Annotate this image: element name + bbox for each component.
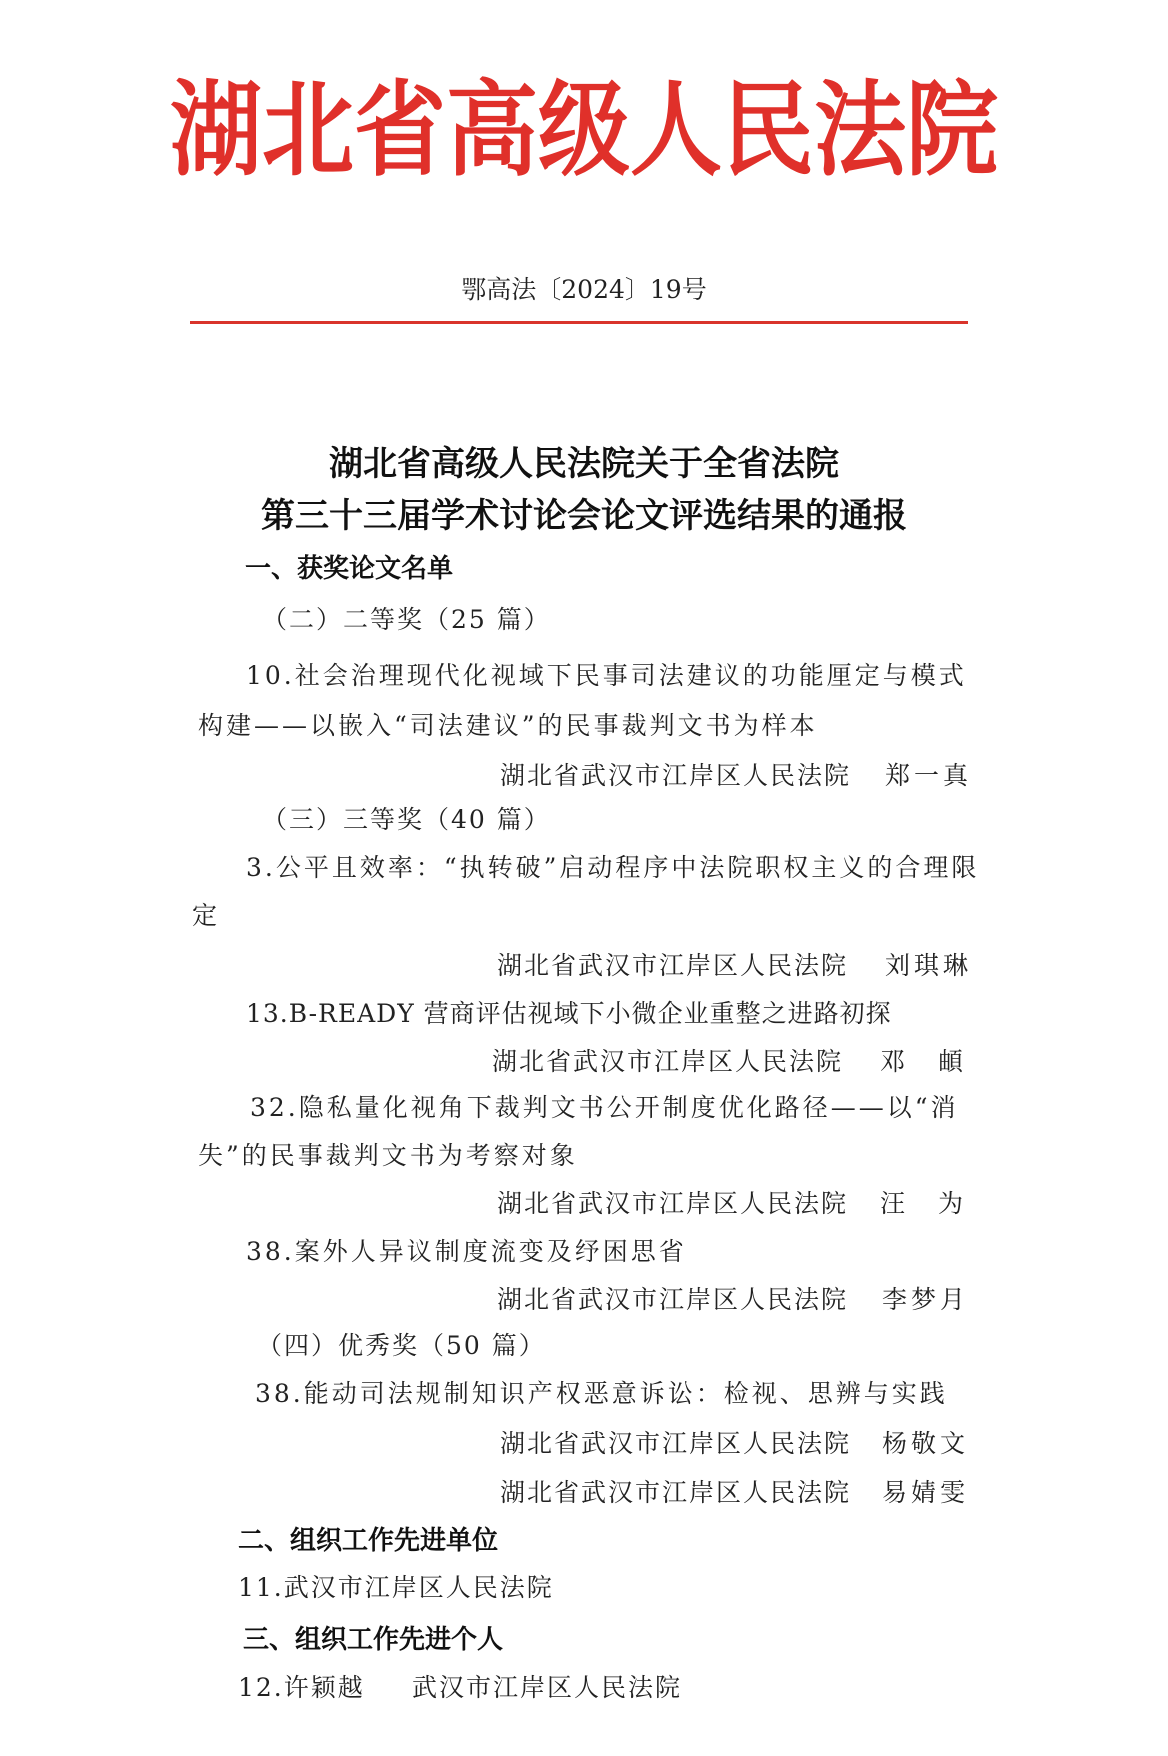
document-number: 鄂高法〔2024〕19号	[461, 275, 707, 304]
paper-title-line: 32.隐私量化视角下裁判文书公开制度优化路径——以“消	[250, 1093, 959, 1122]
section-heading-awards: 一、获奖论文名单	[245, 554, 454, 584]
author-name: 杨敬文	[882, 1429, 970, 1458]
author-affiliation: 湖北省武汉市江岸区人民法院	[500, 1429, 852, 1458]
paper-title-line: 构建——以嵌入“司法建议”的民事裁判文书为样本	[198, 711, 818, 740]
author-affiliation: 湖北省武汉市江岸区人民法院	[500, 1478, 852, 1507]
author-affiliation: 湖北省武汉市江岸区人民法院	[497, 951, 849, 980]
paper-title-line: 38.案外人异议制度流变及纾困思省	[246, 1237, 687, 1266]
subsection-second-prize: （二）二等奖（25 篇）	[262, 605, 551, 634]
paper-title-line: 13.B-READY 营商评估视域下小微企业重整之进路初探	[246, 999, 892, 1028]
author-affiliation: 湖北省武汉市江岸区人民法院	[497, 1189, 849, 1218]
subsection-third-prize: （三）三等奖（40 篇）	[262, 805, 551, 834]
section-heading-advanced-individuals: 三、组织工作先进个人	[243, 1625, 504, 1655]
paper-title-line: 失”的民事裁判文书为考察对象	[198, 1141, 578, 1170]
paper-title-line: 定	[192, 901, 221, 930]
author-affiliation: 湖北省武汉市江岸区人民法院	[492, 1047, 844, 1076]
advanced-individual-name: 12.许颖越	[238, 1673, 365, 1702]
red-divider	[190, 321, 968, 324]
author-name: 汪 为	[880, 1189, 968, 1218]
author-name: 易婧雯	[882, 1478, 970, 1507]
section-heading-advanced-units: 二、组织工作先进单位	[238, 1526, 499, 1556]
paper-title-line: 3.公平且效率：“执转破”启动程序中法院职权主义的合理限	[246, 853, 980, 882]
paper-title-line: 10.社会治理现代化视域下民事司法建议的功能厘定与模式	[246, 661, 967, 690]
author-name: 郑一真	[885, 761, 973, 790]
notice-title-line2: 第三十三届学术讨论会论文评选结果的通报	[261, 496, 907, 536]
advanced-unit-item: 11.武汉市江岸区人民法院	[238, 1573, 554, 1602]
author-name: 李梦月	[882, 1285, 970, 1314]
paper-title-line: 38.能动司法规制知识产权恶意诉讼：检视、思辨与实践	[255, 1379, 948, 1408]
notice-title-line1: 湖北省高级人民法院关于全省法院	[329, 444, 839, 484]
subsection-excellence: （四）优秀奖（50 篇）	[257, 1331, 546, 1360]
author-affiliation: 湖北省武汉市江岸区人民法院	[497, 1285, 849, 1314]
advanced-individual-unit: 武汉市江岸区人民法院	[412, 1673, 683, 1702]
author-affiliation: 湖北省武汉市江岸区人民法院	[500, 761, 852, 790]
author-name: 邓 頔	[880, 1047, 968, 1076]
court-masthead: 湖北省高级人民法院	[169, 70, 998, 191]
author-name: 刘琪琳	[885, 951, 973, 980]
